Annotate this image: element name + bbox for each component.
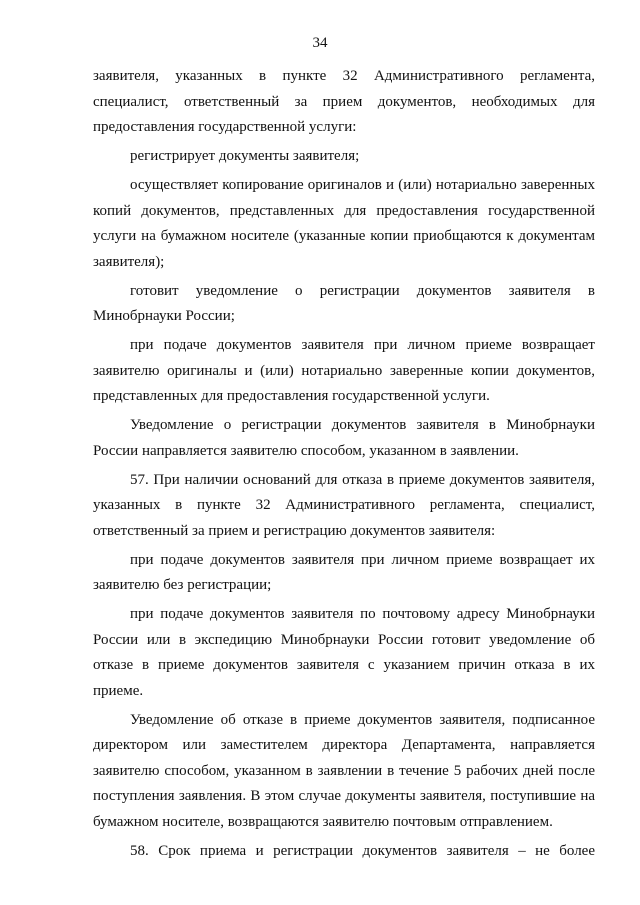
paragraph-returns-originals: при подаче документов заявителя при личном приеме возвращает заявителю оригиналы и (или) нотариально заверенные копии документов, представленных для предоставления государственной услуги.: [93, 337, 595, 404]
paragraph-continuation: заявителя, указанных в пункте 32 Административного регламента, специалист, ответственный за прием документов, необходимых для предоставления государственной услуги:: [93, 68, 595, 135]
paragraph-refusal-notice-sent: Уведомление об отказе в приеме документов заявителя, подписанное директором или заместителем директора Департамента, направляется заявителю способом, указанном в заявлении в течение 5 рабочих дней после поступления заявления. В этом случае документы заявителя, поступившие на бумажном носителе, возвращаются заявителю почтовым отправлением.: [93, 711, 595, 830]
paragraph-prepares-notification: готовит уведомление о регистрации документов заявителя в Минобрнауки России;: [93, 282, 595, 324]
paragraph-registration-notice: Уведомление о регистрации документов заявителя в Минобрнауки России направляется заявителю способом, указанном в заявлении.: [93, 417, 595, 459]
page-number: 34: [312, 35, 328, 51]
paragraph-copies-documents: осуществляет копирование оригиналов и (или) нотариально заверенных копий документов, представленных для предоставления государственной услуги на бумажном носителе (указанные копии приобщаются к документам заявителя);: [93, 177, 595, 270]
paragraph-registers-documents: регистрирует документы заявителя;: [130, 148, 360, 164]
paragraph-58: 58. Срок приема и регистрации документов заявителя – не более: [130, 842, 595, 859]
paragraph-57: 57. При наличии оснований для отказа в приеме документов заявителя, указанных в пункте 32 Административного регламента, специалист, ответственный за прием и регистрацию документов заявителя:: [93, 471, 595, 539]
document-body: [93, 64, 595, 868]
paragraph-return-without-registration: при подаче документов заявителя при личном приеме возвращает их заявителю без регистрации;: [93, 551, 595, 593]
paragraph-refusal-notification: при подаче документов заявителя по почтовому адресу Минобрнауки России или в экспедицию Минобрнауки России готовит уведомление об отказе в приеме документов заявителя с указанием причин отказа в их приеме.: [93, 606, 595, 699]
